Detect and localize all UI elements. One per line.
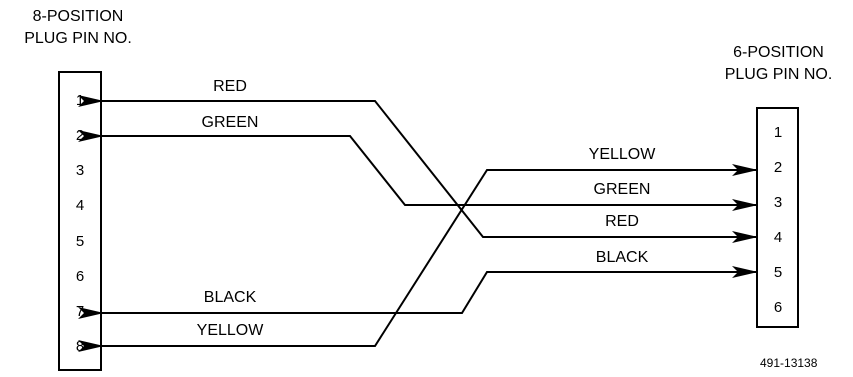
left-pin-7: 7 (75, 303, 85, 320)
wire-label-black-left: BLACK (203, 289, 257, 306)
right-plug-title-line1: 6-POSITION (733, 44, 824, 61)
wire-label-black-right: BLACK (595, 249, 649, 266)
right-pin-1: 1 (773, 124, 783, 141)
wire-label-green-right: GREEN (593, 181, 651, 198)
right-pin-6: 6 (773, 299, 783, 316)
right-plug-title-line2: PLUG PIN NO. (724, 66, 833, 83)
figure-number: 491-13138 (760, 356, 818, 370)
wire-red-left (103, 102, 480, 233)
left-pin-4: 4 (75, 197, 85, 214)
wire-label-yellow-right: YELLOW (588, 146, 656, 163)
wire-label-red-left: RED (213, 78, 247, 95)
wire-label-yellow-left: YELLOW (196, 322, 264, 339)
left-pin-8: 8 (75, 338, 85, 355)
left-pin-3: 3 (75, 162, 85, 179)
right-pin-5: 5 (773, 264, 783, 281)
left-pin-5: 5 (75, 233, 85, 250)
left-pin-6: 6 (75, 268, 85, 285)
right-pin-4: 4 (773, 229, 783, 246)
right-pin-2: 2 (773, 159, 783, 176)
left-pin-1: 1 (75, 92, 85, 109)
left-plug-box (59, 72, 101, 370)
wire-label-red-right: RED (605, 213, 639, 230)
left-plug-title-line2: PLUG PIN NO. (24, 30, 132, 47)
right-pin-3: 3 (773, 194, 783, 211)
wire-label-green-left: GREEN (201, 114, 259, 131)
left-pin-2: 2 (75, 127, 85, 144)
left-plug-title-line1: 8-POSITION (32, 8, 124, 25)
